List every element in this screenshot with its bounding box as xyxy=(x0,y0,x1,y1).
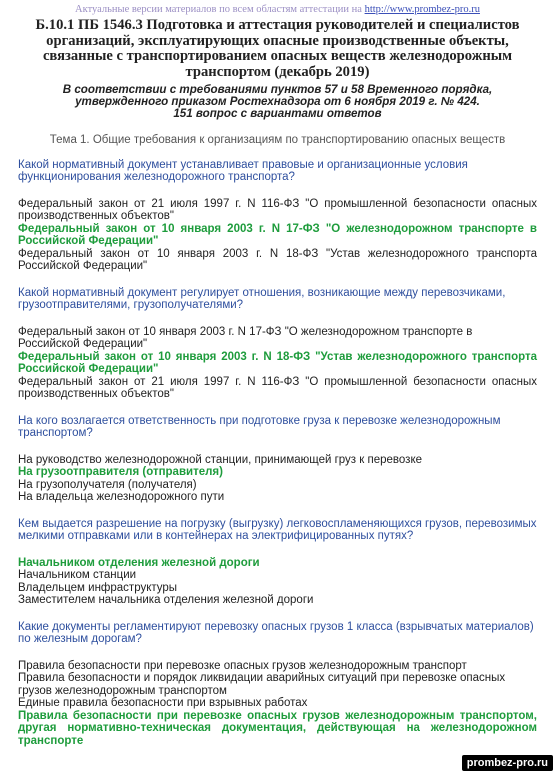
answer-option: Единые правила безопасности при взрывных работах xyxy=(18,697,308,710)
answer-option: На владельца железнодорожного пути xyxy=(18,491,225,504)
question-text: Кем выдается разрешение на погрузку (выгрузку) легковоспламеняющихся грузов, перевозимых мелкими отправками или в контейнерах на электрифицированных путях? xyxy=(18,517,537,543)
question-text: Какие документы регламентируют перевозку опасных грузов 1 класса (взрывчатых материалов) по железным дорогам? xyxy=(18,620,534,646)
question-block xyxy=(18,415,537,504)
question-text: Какой нормативный документ регулирует отношения, возникающие между перевозчиками, грузоотправителями, грузополучателями? xyxy=(18,286,506,312)
answer-option: Федеральный закон от 21 июля 1997 г. N 116-ФЗ "О промышленной безопасности опасных производственных объектов" xyxy=(18,375,537,401)
subtitle-count: 151 вопрос с вариантами ответов xyxy=(173,107,382,121)
question-block xyxy=(18,518,537,607)
answer-option-correct: На грузоотправителя (отправителя) xyxy=(18,466,223,479)
answer-option: Федеральный закон от 10 января 2003 г. N 18-ФЗ "Устав железнодорожного транспорта Российской Федерации" xyxy=(18,247,537,273)
answer-option-correct: Правила безопасности при перевозке опасных грузов железнодорожным транспортом, другая нормативно-техническая документация, действующая на железнодорожном транспорте xyxy=(18,709,537,747)
question-block xyxy=(18,287,537,401)
answer-option: Федеральный закон от 21 июля 1997 г. N 116-ФЗ "О промышленной безопасности опасных производственных объектов" xyxy=(18,197,537,223)
document-title: Б.10.1 ПБ 1546.3 Подготовка и аттестация руководителей и специалистов организаций, эксплуатирующих опасные производственные объекты, связанные с транспортированием опасных веществ железнодорожным транспортом (декабрь 2019) xyxy=(35,17,520,80)
topic-heading: Тема 1. Общие требования к организациям по транспортированию опасных веществ xyxy=(49,133,506,146)
answer-option: Правила безопасности и порядок ликвидации аварийных ситуаций при перевозке опасных грузов железнодорожным транспортом xyxy=(18,672,506,697)
question-block xyxy=(18,159,537,273)
top-notice xyxy=(18,4,537,15)
answer-option-correct: Начальником отделения железной дороги xyxy=(18,556,260,569)
answer-option: Начальником станции xyxy=(18,569,137,582)
document-subtitle xyxy=(18,84,537,121)
top-notice-text: Актуальные версии материалов по всем областям аттестации на xyxy=(75,4,365,15)
answer-option: Заместителем начальника отделения железной дороги xyxy=(18,594,314,607)
question-block xyxy=(18,621,537,748)
answer-option: Правила безопасности при перевозке опасных грузов железнодорожным транспорт xyxy=(18,659,467,672)
subtitle-order: В соответствии с требованиями пунктов 57 и 58 Временного порядка, утвержденного приказом Ростехнадзора от 6 ноября 2019 г. № 424. xyxy=(62,83,493,109)
site-watermark: prombez-pro.ru xyxy=(462,755,553,771)
site-link[interactable]: http://www.prombez-pro.ru xyxy=(364,4,480,15)
question-text: Какой нормативный документ устанавливает правовые и организационные условия функционирования железнодорожного транспорта? xyxy=(18,158,468,184)
answer-option: На руководство железнодорожной станции, принимающей груз к перевозке xyxy=(18,453,422,466)
answer-option-correct: Федеральный закон от 10 января 2003 г. N 18-ФЗ "Устав железнодорожного транспорта Российской Федерации" xyxy=(18,350,537,376)
answer-option: На грузополучателя (получателя) xyxy=(18,478,197,491)
question-text: На кого возлагается ответственность при подготовке груза к перевозке железнодорожным транспортом? xyxy=(18,414,501,440)
answer-option: Владельцем инфраструктуры xyxy=(18,581,178,594)
answer-option: Федеральный закон от 10 января 2003 г. N 17-ФЗ "О железнодорожном транспорте в Российской Федерации" xyxy=(18,325,473,351)
answer-option-correct: Федеральный закон от 10 января 2003 г. N 17-ФЗ "О железнодорожном транспорте в Российской Федерации" xyxy=(18,222,537,248)
